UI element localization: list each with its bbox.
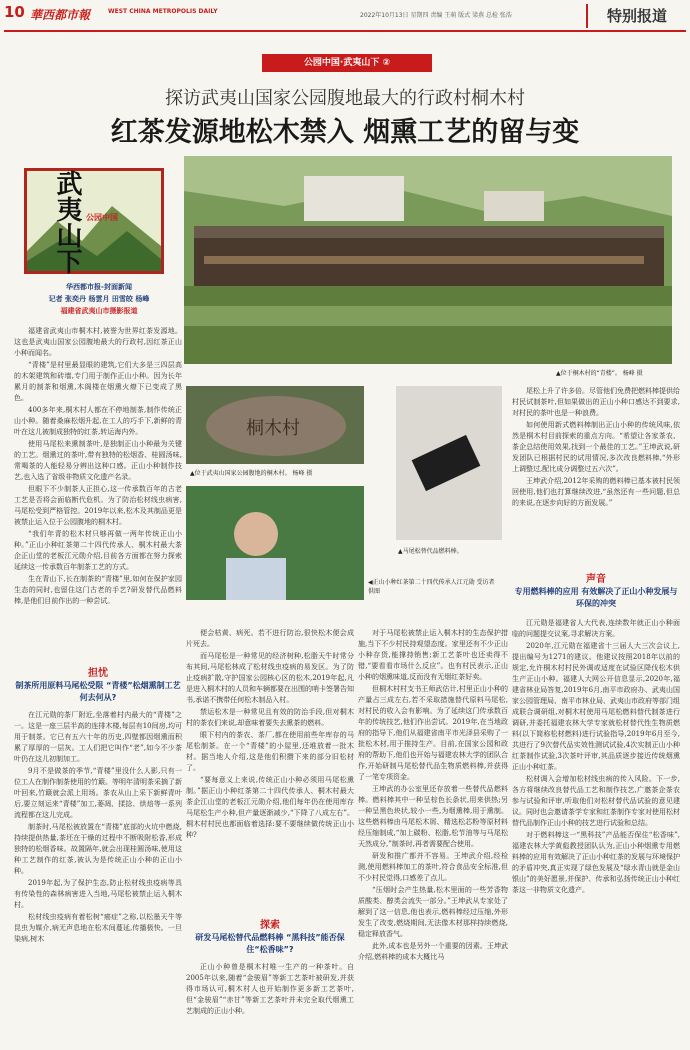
series-logo-text: 武夷山下 — [52, 170, 82, 274]
section-tag-1: 担忧 — [88, 668, 108, 679]
caption-fuel-photo: ▲马尾松替代品燃料棒。 — [398, 548, 463, 555]
portrait-image — [186, 486, 364, 600]
paragraph: 但眼下不少制茶人正担心,这一传承数百年的古老工艺是否将会面临断代危机。为了防治松材线虫病害,马尾松受到严格管控。2019年以来,松木及其制品更是被禁止运入位于公园腹地的桐木村。 — [14, 485, 182, 526]
column-3 — [358, 628, 508, 1044]
paragraph: 尾松上升了许多倍。尽管他们免费把燃料棒提供给村民试制茶叶,但如果做出的正山小种口感达不到要求,对村民的茶叶也是一种浪费。 — [512, 387, 680, 417]
paragraph: “要每意义上来说,传统正山小种必须用马尾松熏制。”据正山小种红茶第二十四代传承人、桐木村最大茶企江山堂的老板江元勋介绍,他们每年仍在使用库存马尾松生产小种,但产量逐渐减少,“下降了八成左右”。桐木村村民也都面临着选择:要不要继续做传统正山小种? — [186, 776, 354, 839]
masthead-rule — [4, 30, 686, 32]
paragraph: 松材调入会增加松材线虫病的传入风险。下一步,各方将继续改良替代品工艺和制作技艺,广邀茶企茶农参与试验和评审,听取他们对松材替代品试验的意见建议。同时也会邀请茶学专家和红茶制作专家对使用松材替代品制作正山小种的技艺进行试验和总结。 — [512, 775, 680, 827]
paragraph: “我们年青的松木材只够再做一两年传统正山小种。”正山小种红茶第二十四代传承人、桐木村最大茶企正山堂的老板江元勋介绍,目前各方面都在努力探索延续这一传承数百年制茶工艺的方式。 — [14, 530, 182, 571]
masthead — [0, 0, 690, 48]
caption-stone-photo: ▲位于武夷山国家公园腹地的桐木村。 杨峰 摄 — [190, 470, 313, 477]
paragraph: 使用马尾松来熏制茶叶,是独制正山小种最为关键的工艺。烟熏过的茶叶,带有独特的松烟香、桂圆汤味,常喝茶的人能轻易分辨出这种口感。正山小种制作技艺,也入选了省级非物质文化遗产名录。 — [14, 440, 182, 481]
byline-outlet: 华西都市报-封面新闻 — [66, 283, 132, 291]
series-banner: 公园中国·武夷山下 ② — [262, 54, 432, 72]
paragraph: 生在青山下,长在制茶的“青楼”里,如何在保护家园生态的同时,也留住这门古老的手艺?研发替代品燃料棒,是他们目前作出的一种尝试。 — [14, 575, 182, 605]
column-2 — [186, 628, 354, 910]
paragraph: 9月不是做茶的季节,“青楼”里没什么人影,只有一位工人在制作制茶使用的竹簸。等明年清明茶采摘了新叶回来,竹簸就会派上用场。茶农从山上采下新鲜青叶后,要立刻运来“青楼”加工,萎凋、揉捻、烘焙等一系列流程都在这儿完成。 — [14, 767, 182, 819]
paragraph: “压烟时会产生热量,松木里面的一些芳香物质酸类、醇类会流失一部分。”王坤武从专家处了解到了这一信息,他也表示,燃料棒经过压缩,外形发生了改变,燃烧期间,无法像木材那样持续燃烧,稳定释放香气。 — [358, 886, 508, 938]
photo-portrait — [186, 486, 364, 600]
paragraph: 2020年,江元勋在福建省十三届人大三次会议上,提出编号为1271的建议。他建议按照2018年以前的规定,允许桐木村村民外调或适度在试验区降伐松木供生产正山小种。福建人大网公开信息显示,2020年,福建省林业局答复,2019年6月,南平市政府办、武夷山国家公园管理局、南平市林业局、武夷山市政府等部门组成联合调研组,对桐木村使用马尾松燃料替代制茶进行调研,并委托福建农林大学专家就松材替代性生物质燃料(以下简称松材燃料)进行试验指导,2019年6月至今,共进行了9次替代品实效性测试试验,4次实制正山小种红茶制作试验,3次茶叶评审,其品质逐步接近传统烟熏正山小种红茶。 — [512, 642, 680, 771]
series-logo-tag: 公园中国 — [86, 213, 118, 222]
page-number: 10 — [4, 3, 25, 21]
paragraph: 而马尾松是一种常见的经济树种,松脂天牛时常分布其间,马尾松林成了松材线虫疫病的易发区。为了防止疫病扩散,守护国家公园核心区的松木,2019年起,凡是进入桐木村的人员和车辆都要在出围的哨卡签署告知书,承诺不携带任何松木制品入村。 — [186, 652, 354, 704]
photo-stone-sign — [186, 386, 364, 464]
paragraph: 对于燃料棒这一“黑科技”产品能否保住“松香味”,福建农林大学黄彪教授团队认为,正山小种烟熏专用燃料棒的应用有效解决了正山小种红茶的发展与环境保护的矛盾冲突,真正实现了绿色发展及“绿水青山就是金山银山”的美好愿景,并保护、传承和弘扬传统正山小种红茶这一非物质文化遗产。 — [512, 831, 680, 894]
village-landscape-image — [184, 156, 672, 364]
paragraph: 禁运松木是一种常见且有效的防治手段,但对桐木村的茶农们来说,却意味着要失去熏茶的燃料。 — [186, 708, 354, 727]
paragraph: 2019年起,为了保护生态,防止松材线虫疫病等具有传染性的森林病害进入当地,马尾松被禁止运入桐木村。 — [14, 879, 182, 909]
paragraph: 研发和推广都并不容易。王坤武介绍,经检测,使用燃料棒加工的茶叶,符合食品安全标准,但不少村民觉得,口感差了点儿。 — [358, 852, 508, 882]
column-4 — [512, 386, 680, 568]
newspaper-logo-en: WEST CHINA METROPOLIS DAILY — [108, 8, 218, 15]
svg-text:桐木村: 桐木村 — [246, 418, 300, 439]
paragraph: 王坤武介绍,2012年采购的燃料棒已基本被村民领回使用,他们也打算继续改进,“虽然还有一些问题,但总的来说,在逐步向好的方面发展。” — [512, 477, 680, 507]
paragraph: 王坤武的办公室里还存放着一些替代品燃料棒。燃料棒其中一种呈棕色长条状,用来供热;另一种呈黑色块状,较小一些,为烟熏棒,用于熏制。这些燃料棒由马尾松木屑、精选松芯粉等原材料经压缩制成,“加上碳粉、松脂,松节油等与马尾松天然成分,”制茶时,再者需要配合使用。 — [358, 785, 508, 848]
paragraph: 此外,成本也是另外一个重要的因素。王坤武介绍,燃料棒的成本大概比马 — [358, 942, 508, 961]
paragraph: 眼下村内的茶农、茶厂,都在使用前些年库存的马尾松制茶。在一个“青楼”的小屋里,还堆放着一批木材。据当地人介绍,这是他们积攒下来的部分旧松材了。 — [186, 731, 354, 772]
section-tag-3: 声音 — [586, 574, 606, 585]
column-1b — [14, 710, 182, 1044]
subheadline: 探访武夷山国家公园腹地最大的行政村桐木村 — [165, 88, 525, 109]
column-1 — [14, 326, 182, 656]
paragraph: “青楼”是村里最显眼的建筑,它们大多是三四层高的木架建筑和砖墙,专门用于制作正山小种。因为长年累月的制茶和烟熏,木阁楼在烟熏火燎下已变成了黑色。 — [14, 361, 182, 402]
main-photo-qinglou — [184, 156, 672, 364]
date-editor-line: 2022年10月13日 星期四 责编 王萌 版式 梁燕 总检 张浩 — [360, 12, 512, 19]
paragraph: 便会枯黄、病死。若不进行防治,很快松木便会成片死去。 — [186, 629, 354, 648]
paragraph: 400多年来,桐木村人都在不停地制茶,制作传统正山小种。随着桑麻松烟升起,在工人的巧手下,新鲜的青叶在这儿被制成独特的红茶,转运海内外。 — [14, 406, 182, 436]
column-2b — [186, 962, 354, 1044]
paragraph: 正山小种曾是桐木村唯一生产的一种茶叶。自2005年以来,随着“金骏眉”等新工艺茶叶被研发,并获得市场认可,桐木村人也开始制作更多新工艺茶叶,但“金骏眉”“赤甘”等新工艺茶叶并未完全取代烟熏工艺制成的正山小种。 — [186, 963, 354, 1015]
section-title-2: 研发马尾松替代品燃料棒 “黑科技”能否保住“松香味”? — [195, 933, 345, 954]
section-title: 特别报道 — [586, 4, 686, 28]
paragraph: 如何使用新式燃料棒制出正山小种的传统风味,依然是桐木村目前探索的重点方向。“希望让各家茶农、茶企总结使用效果,找到一个最佳的工艺。”王坤武说,研发团队已根据村民的试用情况,多次改良燃料棒,“外形上调整过,配比成分调整过五六次”。 — [512, 421, 680, 473]
paragraph: 但桐木村村支书王师武估计,村里正山小种的产量占三成左右,若不采取措施替代原料马尾松,对村民的收入会有影响。为了延续这门传承数百年的传统技艺,他们作出尝试。2019年,在当地政府的指导下,他们从福建省南平市光泽县采购了一批松木材,用于推持生产。目前,在国家公园和政府的帮助下,他们也开始与福建农林大学的团队合作,开始研制马尾松替代品生物质燃料棒,并获得了一笔专项资金。 — [358, 685, 508, 781]
paragraph: 制茶时,马尾松被放置在“青楼”底部的火坑中燃烧,持续提供热量,茶坯在干燥的过程中不断吸附松香,形成独特的松烟香味。故置隔年,就会出现桂圆汤味,使用这种工艺制作的红茶,被认为是传统正山小种的正山小种。 — [14, 823, 182, 875]
section-title-1: 制茶所用原料马尾松受限 “青楼”松烟熏制工艺何去何从? — [15, 681, 181, 702]
paragraph: 在江元勋的茶厂附近,坐落着村内最大的“青楼”之一。这是一座三层半高的连排木楼,每层有10间房,均可用于制茶。它已有五六十年的历史,四壁都因烟熏而积累了厚厚的一层灰。工人们把它叫作“老”,如今不少茶叶仍在这儿初制加工。 — [14, 711, 182, 763]
section-tag-2: 探索 — [260, 920, 280, 931]
paragraph: 福建省武夷山市桐木村,被誉为世界红茶发源地。这也是武夷山国家公园腹地最大的行政村,因红茶正山小种而闻名。 — [14, 327, 182, 357]
paragraph: 江元勋是福建省人大代表,连续数年就正山小种面临的问题提交议案,寻求解决方案。 — [512, 619, 680, 638]
caption-main-photo: ▲位于桐木村的“青楼”。 杨峰 摄 — [556, 370, 643, 377]
fuel-rod-image — [396, 386, 502, 540]
byline-reporters: 记者 张奕丹 杨雲月 田雪皎 杨峰 — [48, 295, 150, 303]
newspaper-logo: 華西都市報 — [30, 8, 91, 22]
caption-portrait: ◀正山小种红茶第二十四代传承人江元勋 受访者供图 — [368, 579, 495, 595]
stone-sign-image — [186, 386, 364, 464]
section-title-3: 专用燃料棒的应用 有效解决了正山小种发展与环保的冲突 — [514, 587, 678, 608]
headline: 红茶发源地松木禁入 烟熏工艺的留与变 — [110, 117, 580, 148]
paragraph: 松材线虫疫病有着松树“癌症”之称,以松墨天牛等昆虫为媒介,病无声息地在松木间蔓延,传播极快。一旦染病,树木 — [14, 913, 182, 943]
byline-location: 福建省武夷山市摄影报道 — [60, 307, 138, 315]
photo-fuel-rods — [396, 386, 502, 540]
column-4b — [512, 618, 680, 1044]
paragraph: 对于马尾松被禁止运入桐木村的生态保护措施,当下不少村民持观望态度。家里还有不少正山小种存货,能撑持销售;新工艺茶叶也还卖得不错,“要看看市场什么反应”。也有村民表示,正山小种的烟熏味道,反而没有无烟红茶好卖。 — [358, 629, 508, 681]
